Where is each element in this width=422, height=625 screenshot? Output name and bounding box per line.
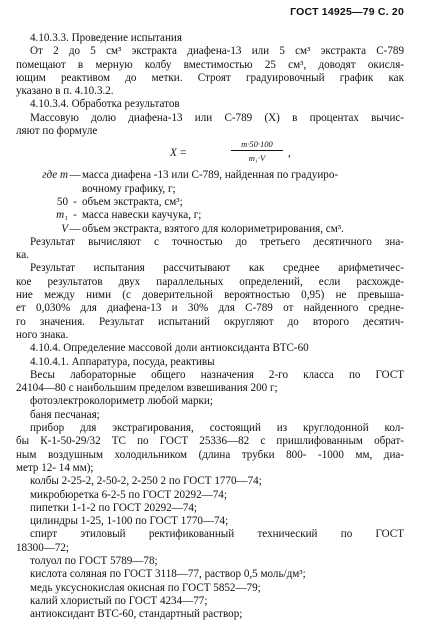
- list-item-continuation: 18300—72;: [16, 541, 70, 554]
- text-line: Результат вычисляют с точностью до третьего десятичного зна-: [30, 235, 404, 248]
- definition-line: [16, 196, 404, 209]
- text-line: ляют по формуле: [16, 125, 98, 138]
- list-item: колбы 2-25-2, 2-50-2, 2-250 2 по ГОСТ 1770—74;: [30, 475, 262, 488]
- list-item: цилиндры 1-25, 1-100 по ГОСТ 1770—74;: [30, 515, 229, 528]
- text-line: Весы лабораторные общего назначения 2-го класса по ГОСТ: [30, 368, 404, 381]
- text-line: ка.: [16, 249, 29, 262]
- text-line: указано в п. 4.10.3.2.: [16, 85, 114, 98]
- formula-fraction: [231, 139, 283, 163]
- list-item: фотоэлектроколориметр любой марки;: [30, 395, 213, 408]
- formula-comma: ,: [288, 147, 291, 160]
- text-line: От 2 до 5 см³ экстракта диафена-13 или 5 см³ экстракта С-789: [30, 45, 404, 58]
- list-item: микробюретка 6-2-5 по ГОСТ 20292—74;: [30, 488, 227, 501]
- formula-denominator: m₁·V: [248, 153, 266, 164]
- text-line: ние между ними (с доверительной вероятностью 0,95) не превыша-: [16, 289, 404, 302]
- list-item: калий хлористый по ГОСТ 4234—77;: [30, 594, 208, 607]
- list-item-continuation: метр 12- 14 мм);: [16, 461, 94, 474]
- list-item: толуол по ГОСТ 5789—78;: [30, 554, 158, 567]
- list-item: пипетки 1-1-2 по ГОСТ 20292—74;: [30, 501, 197, 514]
- definition-dash: -: [73, 195, 77, 208]
- definition-symbol: где m: [42, 169, 68, 182]
- definition-symbol: V: [61, 222, 68, 235]
- text-line: ющим реактивом до метки. Строят градуировочный график как: [16, 71, 404, 84]
- page-header: ГОСТ 14925—79 С. 20: [290, 6, 404, 18]
- text-line: ет 0,030% для диафена-13 и 30% для С-789 от найденного средне-: [16, 302, 404, 315]
- formula-numerator: m·50·100: [231, 139, 283, 151]
- definition-dash: -: [73, 209, 77, 222]
- definition-line: [16, 209, 404, 222]
- definition-text: объем экстракта, взятого для колориметрирования, см³.: [82, 222, 344, 235]
- text-line: помещают в мерную колбу вместимостью 25 см³, доводят окисля-: [16, 58, 404, 71]
- list-item-continuation: ным воздушным холодильником (длина трубки 800- -1000 мм, диа-: [16, 448, 404, 461]
- section-heading: 4.10.4. Определение массовой доли антиоксиданта ВТС-60: [30, 342, 309, 355]
- definition-symbol: m₁: [56, 209, 68, 222]
- formula: [16, 139, 404, 167]
- section-heading: 4.10.3.3. Проведение испытания: [30, 32, 182, 44]
- document-body: [16, 32, 404, 621]
- list-item: антиоксидант ВТС-60, стандартный раствор;: [30, 608, 243, 621]
- list-item: прибор для экстрагирования, состоящий из круглодонной кол-: [30, 422, 404, 435]
- text-line: кое результатов двух параллельных определений, если расхожде-: [16, 275, 404, 288]
- text-line: Результат испытания рассчитывают как среднее арифметичес-: [30, 262, 404, 275]
- formula-lhs: X =: [170, 147, 188, 160]
- list-item: спирт этиловый ректификованный технический по ГОСТ: [30, 528, 404, 541]
- list-item-continuation: бы К-1-50-29/32 ТС по ГОСТ 25336—82 с пришлифованным обрат-: [16, 435, 404, 448]
- text-line: 24104—80 с наибольшим пределом взвешивания 200 г;: [16, 382, 278, 395]
- section-heading: 4.10.3.4. Обработка результатов: [30, 98, 180, 111]
- definition-text: масса диафена -13 или С-789, найденная по градуиро-: [82, 169, 339, 182]
- definition-text: объем экстракта, см³;: [82, 195, 183, 208]
- definition-line: [16, 223, 404, 236]
- section-heading: 4.10.4.1. Аппаратура, посуда, реактивы: [30, 355, 215, 368]
- definition-line: [16, 169, 404, 182]
- text-line: Массовую долю диафена-13 или С-789 (X) в процентах вычис-: [30, 111, 404, 124]
- equipment-list: [16, 395, 404, 621]
- definition-dash: —: [69, 222, 81, 235]
- definition-dash: —: [69, 169, 81, 182]
- definition-text: масса навески каучука, г;: [82, 209, 202, 222]
- text-line: ного знака.: [16, 328, 69, 341]
- definition-symbol: 50: [56, 195, 68, 208]
- list-item: кислота соляная по ГОСТ 3118—77, раствор 0,5 моль/дм³;: [30, 568, 306, 581]
- definition-continuation: вочному графику, г;: [82, 182, 176, 195]
- list-item: медь уксуснокислая окисная по ГОСТ 5852—79;: [30, 581, 261, 594]
- text-line: го значения. Результат испытаний округляют до второго десятич-: [16, 315, 404, 328]
- list-item: баня песчаная;: [30, 408, 100, 421]
